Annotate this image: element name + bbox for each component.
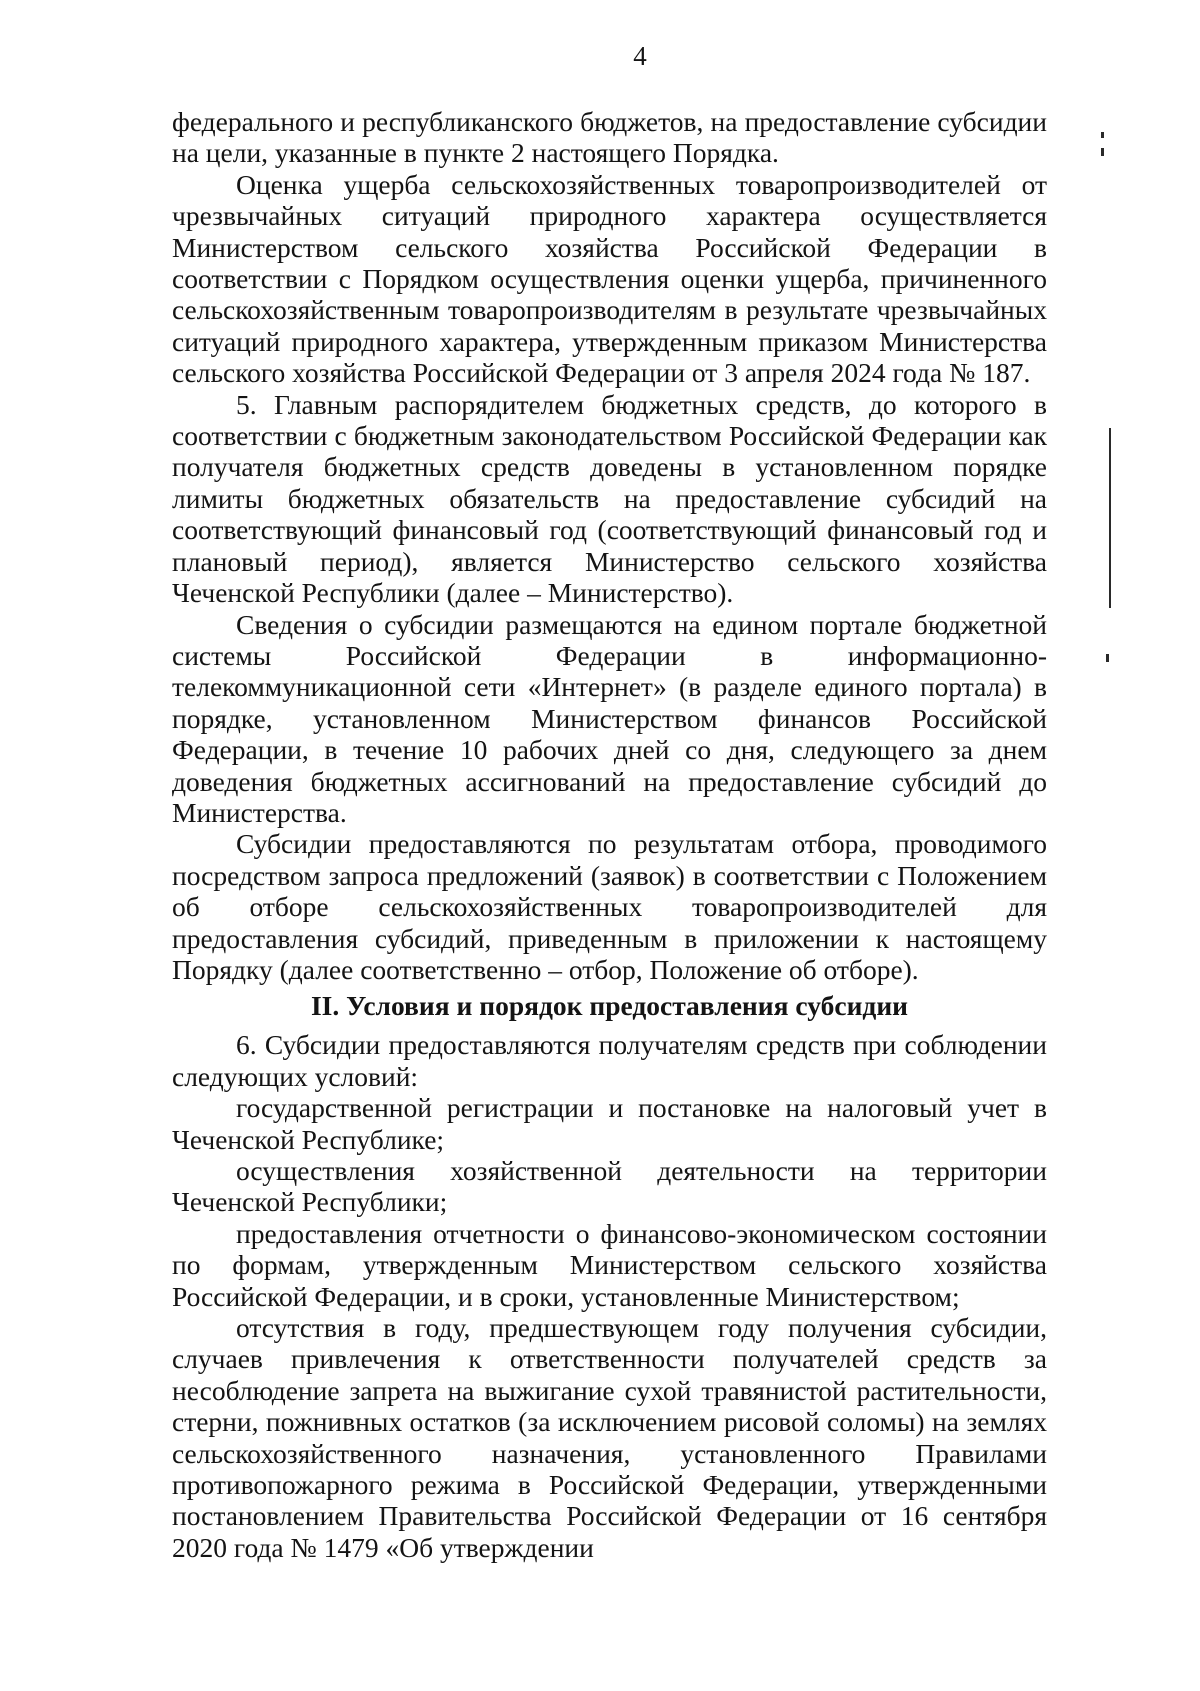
condition-state-registration: государственной регистрации и постановке на налоговый учет в Чеченской Республике;: [172, 1092, 1047, 1155]
paragraph-selection-results: Субсидии предоставляются по результатам отбора, проводимого посредством запроса предложений (заявок) в соответствии с Положением об отборе сельскохозяйственных товаропроизводителей для предоставления субсидий, приведенным в приложении к настоящему Порядку (далее соответственно – отбор, Положение об отборе).: [172, 828, 1047, 985]
paragraph-budget-purposes: федерального и республиканского бюджетов, на предоставление субсидии на цели, указанные в пункте 2 настоящего Порядка.: [172, 106, 1047, 169]
scan-mark: [1101, 132, 1104, 138]
scan-mark: [1106, 654, 1109, 662]
paragraph-chief-administrator: 5. Главным распорядителем бюджетных средств, до которого в соответствии с бюджетным законодательством Российской Федерации как получателя бюджетных средств доведены в установленном порядке лимиты бюджетных обязательств на предоставление субсидий на соответствующий финансовый год (соответствующий финансовый год и плановый период), является Министерство сельского хозяйства Чеченской Республики (далее – Министерство).: [172, 388, 1047, 609]
paragraph-damage-assessment: Оценка ущерба сельскохозяйственных товаропроизводителей от чрезвычайных ситуаций природного характера осуществляется Министерством сельского хозяйства Российской Федерации в соответствии с Порядком осуществления оценки ущерба, причиненного сельскохозяйственным товаропроизводителям в результате чрезвычайных ситуаций природного характера, утвержденным приказом Министерства сельского хозяйства Российской Федерации от 3 апреля 2024 года № 187.: [172, 168, 1047, 389]
page-number: 4: [633, 41, 647, 71]
section-heading: II. Условия и порядок предоставления субсидии: [310, 990, 909, 1022]
paragraph-portal-information: Сведения о субсидии размещаются на едином портале бюджетной системы Российской Федерации в информационно-телекоммуникационной сети «Интернет» (в разделе единого портала) в порядке, установленном Министерством финансов Российской Федерации, в течение 10 рабочих дней со дня, следующего за днем доведения бюджетных ассигнований на предоставление субсидий до Министерства.: [172, 608, 1047, 828]
scan-mark: [1101, 148, 1104, 156]
paragraph-conditions-intro: 6. Субсидии предоставляются получателям средств при соблюдении следующих условий:: [172, 1029, 1047, 1092]
scan-mark: [1109, 428, 1111, 608]
condition-reporting: предоставления отчетности о финансово-экономическом состоянии по формам, утвержденным Министерством сельского хозяйства Российской Федерации, и в сроки, установленные Министерством;: [172, 1217, 1047, 1312]
document-body: [172, 106, 1047, 1563]
condition-fire-safety: отсутствия в году, предшествующем году получения субсидии, случаев привлечения к ответственности получателей средств за несоблюдение запрета на выжигание сухой травянистой растительности, стерни, пожнивных остатков (за исключением рисовой соломы) на землях сельскохозяйственного назначения, установленного Правилами противопожарного режима в Российской Федерации, утвержденными постановлением Правительства Российской Федерации от 16 сентября 2020 года № 1479 «Об утверждении: [172, 1312, 1047, 1563]
condition-economic-activity: осуществления хозяйственной деятельности на территории Чеченской Республики;: [172, 1155, 1047, 1218]
